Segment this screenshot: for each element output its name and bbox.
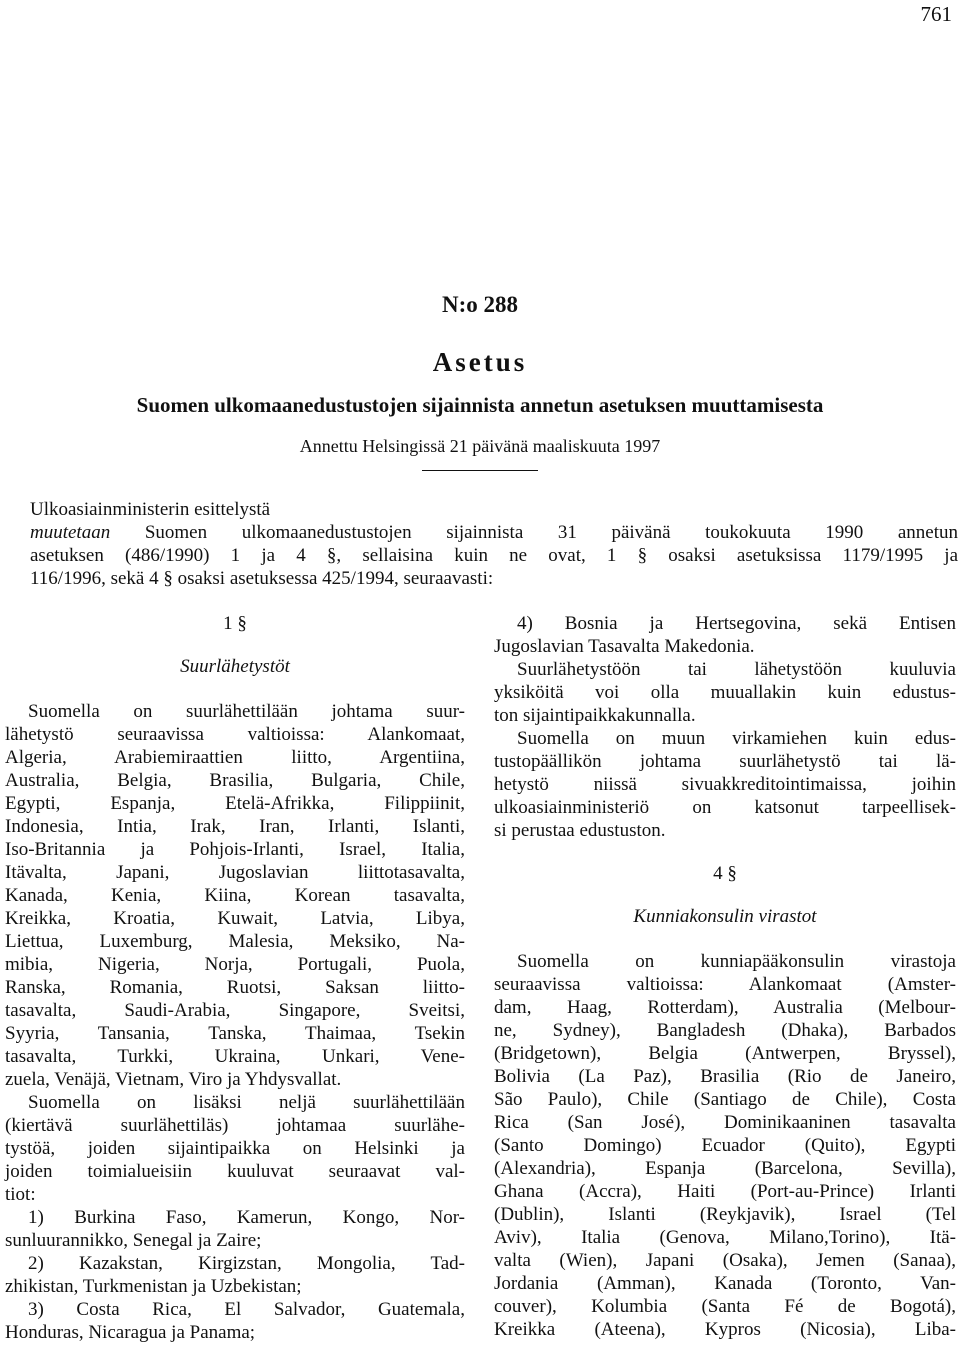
issued-date-line: Annettu Helsingissä 21 päivänä maaliskuuta 1997 bbox=[299, 436, 661, 456]
text-line: Iso-Britannia ja Pohjois-Irlanti, Israel, Italia, bbox=[5, 839, 465, 860]
section-number: 1 § bbox=[223, 613, 247, 634]
text-line: ulkoasiainministeriö on katsonut tarpeellisek- bbox=[494, 797, 956, 818]
text-line: Kreikka, Kroatia, Kuwait, Latvia, Libya, bbox=[5, 908, 465, 929]
section1-paragraph-2 bbox=[5, 1091, 465, 1206]
presenter-line: Ulkoasiainministerin esittelystä bbox=[30, 499, 271, 520]
text-line: zhikistan, Turkmenistan ja Uzbekistan; bbox=[5, 1276, 302, 1297]
text-line: Liettua, Luxemburg, Malesia, Meksiko, Na- bbox=[5, 931, 465, 952]
text-line: Suurlähetystöön tai lähetystöön kuuluvia bbox=[517, 659, 956, 680]
text-line: tustopäällikön johtama suurlähetystö tai lä- bbox=[494, 751, 956, 772]
text-line: Honduras, Nicaragua ja Panama; bbox=[5, 1322, 256, 1343]
text-line: Suomella on suurlähettilään johtama suur- bbox=[28, 701, 465, 722]
text-line: tystöä, joiden sijaintipaikka on Helsinki ja bbox=[5, 1138, 465, 1159]
section-heading: Kunniakonsulin virastot bbox=[633, 906, 817, 927]
text-line: Suomella on lisäksi neljä suurlähettilään bbox=[28, 1092, 465, 1113]
text-line: Indonesia, Intia, Irak, Iran, Irlanti, Islanti, bbox=[5, 816, 465, 837]
text-line: Ghana (Accra), Haiti (Port-au-Prince) Irlanti bbox=[494, 1181, 956, 1202]
text-line: Suomella on kunniapääkonsulin virastoja bbox=[517, 951, 956, 972]
lead-word: muutetaan bbox=[30, 522, 111, 543]
text-line: si perustaa edustuston. bbox=[494, 820, 666, 841]
text-line: Suomella on muun virkamiehen kuin edus- bbox=[517, 728, 956, 749]
text-line: Rica (San José), Dominikaaninen tasavalta bbox=[494, 1112, 956, 1133]
text-line: sunluurannikko, Senegal ja Zaire; bbox=[5, 1230, 262, 1251]
list-item bbox=[5, 1298, 465, 1344]
text-line: (Santo Domingo) Ecuador (Quito), Egypti bbox=[494, 1135, 956, 1156]
text-line: 4) Bosnia ja Hertsegovina, sekä Entisen bbox=[517, 613, 956, 634]
section4-paragraph-1 bbox=[494, 950, 956, 1341]
text-line: Australia, Belgia, Brasilia, Bulgaria, Chile, bbox=[5, 770, 465, 791]
text-line: mibia, Nigeria, Norja, Portugali, Puola, bbox=[5, 954, 465, 975]
text-line: (Bridgetown), Belgia (Antwerpen, Bryssel), bbox=[494, 1043, 956, 1064]
text-line: Kanada, Kenia, Kiina, Korean tasavalta, bbox=[5, 885, 465, 906]
text-line: (Dublin), Islanti (Reykjavik), Israel (Tel bbox=[494, 1204, 956, 1225]
text-line: Ranska, Romania, Ruotsi, Saksan liitto- bbox=[5, 977, 465, 998]
text-line: valta (Wien), Japani (Osaka), Jemen (Sanaa), bbox=[494, 1250, 956, 1271]
document-type: Asetus bbox=[432, 347, 528, 377]
text-line: Jordania (Amman), Kanada (Toronto, Van- bbox=[494, 1273, 956, 1294]
section-number: 4 § bbox=[713, 863, 737, 884]
section-heading: Suurlähetystöt bbox=[180, 656, 290, 677]
text-line: tiot: bbox=[5, 1184, 36, 1205]
text-line: Aviv), Italia (Genova, Milano,Torino), Itä- bbox=[494, 1227, 956, 1248]
text-line: Itävalta, Japani, Jugoslavian liittotasavalta, bbox=[5, 862, 465, 883]
text-line: Bolivia (La Paz), Brasilia (Rio de Janeiro, bbox=[494, 1066, 956, 1087]
document-title: Suomen ulkomaanedustustojen sijainnista annetun asetuksen muuttamisesta bbox=[136, 393, 824, 417]
text-line: yksiköitä voi olla muuallakin kuin edustus- bbox=[494, 682, 956, 703]
list-item bbox=[494, 612, 956, 658]
preamble bbox=[30, 498, 958, 590]
section1-paragraph-1 bbox=[5, 700, 465, 1091]
left-column bbox=[5, 612, 465, 1344]
text-line: Algeria, Arabiemiraattien liitto, Argentiina, bbox=[5, 747, 465, 768]
text-line: 3) Costa Rica, El Salvador, Guatemala, bbox=[28, 1299, 465, 1320]
text-line: (Alexandria), Espanja (Barcelona, Sevilla), bbox=[494, 1158, 956, 1179]
spacer bbox=[494, 842, 956, 862]
page-number: 761 bbox=[920, 2, 952, 26]
text-line: 2) Kazakstan, Kirgizstan, Mongolia, Tad- bbox=[28, 1253, 465, 1274]
divider-rule bbox=[422, 470, 538, 471]
text-line: Jugoslavian Tasavalta Makedonia. bbox=[494, 636, 755, 657]
text-line: dam, Haag, Rotterdam), Australia (Melbour- bbox=[494, 997, 956, 1018]
statute-number: N:o 288 bbox=[441, 292, 519, 317]
text-line: tasavalta, Turkki, Ukraina, Unkari, Vene- bbox=[5, 1046, 465, 1067]
preamble-line: 116/1996, sekä 4 § osaksi asetuksessa 425/1994, seuraavasti: bbox=[30, 568, 494, 589]
text-line: joiden toimialueisiin kuuluvat seuraavat val- bbox=[5, 1161, 465, 1182]
section1-paragraph-4 bbox=[494, 727, 956, 842]
text-line: zuela, Venäjä, Vietnam, Viro ja Yhdysvallat. bbox=[5, 1069, 342, 1090]
preamble-line: asetuksen (486/1990) 1 ja 4 §, sellaisina kuin ne ovat, 1 § osaksi asetuksissa 1179/1995 ja bbox=[30, 545, 958, 566]
text-line: hetystö niissä sivuakkreditointimaissa, joihin bbox=[494, 774, 956, 795]
list-item bbox=[5, 1252, 465, 1298]
section1-paragraph-3 bbox=[494, 658, 956, 727]
text-line: 1) Burkina Faso, Kamerun, Kongo, Nor- bbox=[28, 1207, 465, 1228]
text-line: Kreikka (Ateena), Kypros (Nicosia), Liba- bbox=[494, 1319, 956, 1340]
text-line: lähetystö seuraavissa valtioissa: Alankomaat, bbox=[5, 724, 465, 745]
preamble-line: muutetaan Suomen ulkomaanedustustojen sijainnista 31 päivänä toukokuuta 1990 annetun bbox=[30, 522, 958, 543]
text-line: ton sijaintipaikkakunnalla. bbox=[494, 705, 696, 726]
list-item bbox=[5, 1206, 465, 1252]
right-column bbox=[494, 612, 956, 1341]
text-line: tasavalta, Saudi-Arabia, Singapore, Sveitsi, bbox=[5, 1000, 465, 1021]
text-line: Syyria, Tansania, Tanska, Thaimaa, Tsekin bbox=[5, 1023, 465, 1044]
text-line: ne, Sydney), Bangladesh (Dhaka), Barbados bbox=[494, 1020, 956, 1041]
text-line: seuraavissa valtioissa: Alankomaat (Amster- bbox=[494, 974, 956, 995]
text-line: (kiertävä suurlähettiläs) johtamaa suurlähe- bbox=[5, 1115, 465, 1136]
text-line: couver), Kolumbia (Santa Fé de Bogotá), bbox=[494, 1296, 956, 1317]
text-line: São Paulo), Chile (Santiago de Chile), Costa bbox=[494, 1089, 956, 1110]
text-line: Egypti, Espanja, Etelä-Afrikka, Filippiinit, bbox=[5, 793, 465, 814]
